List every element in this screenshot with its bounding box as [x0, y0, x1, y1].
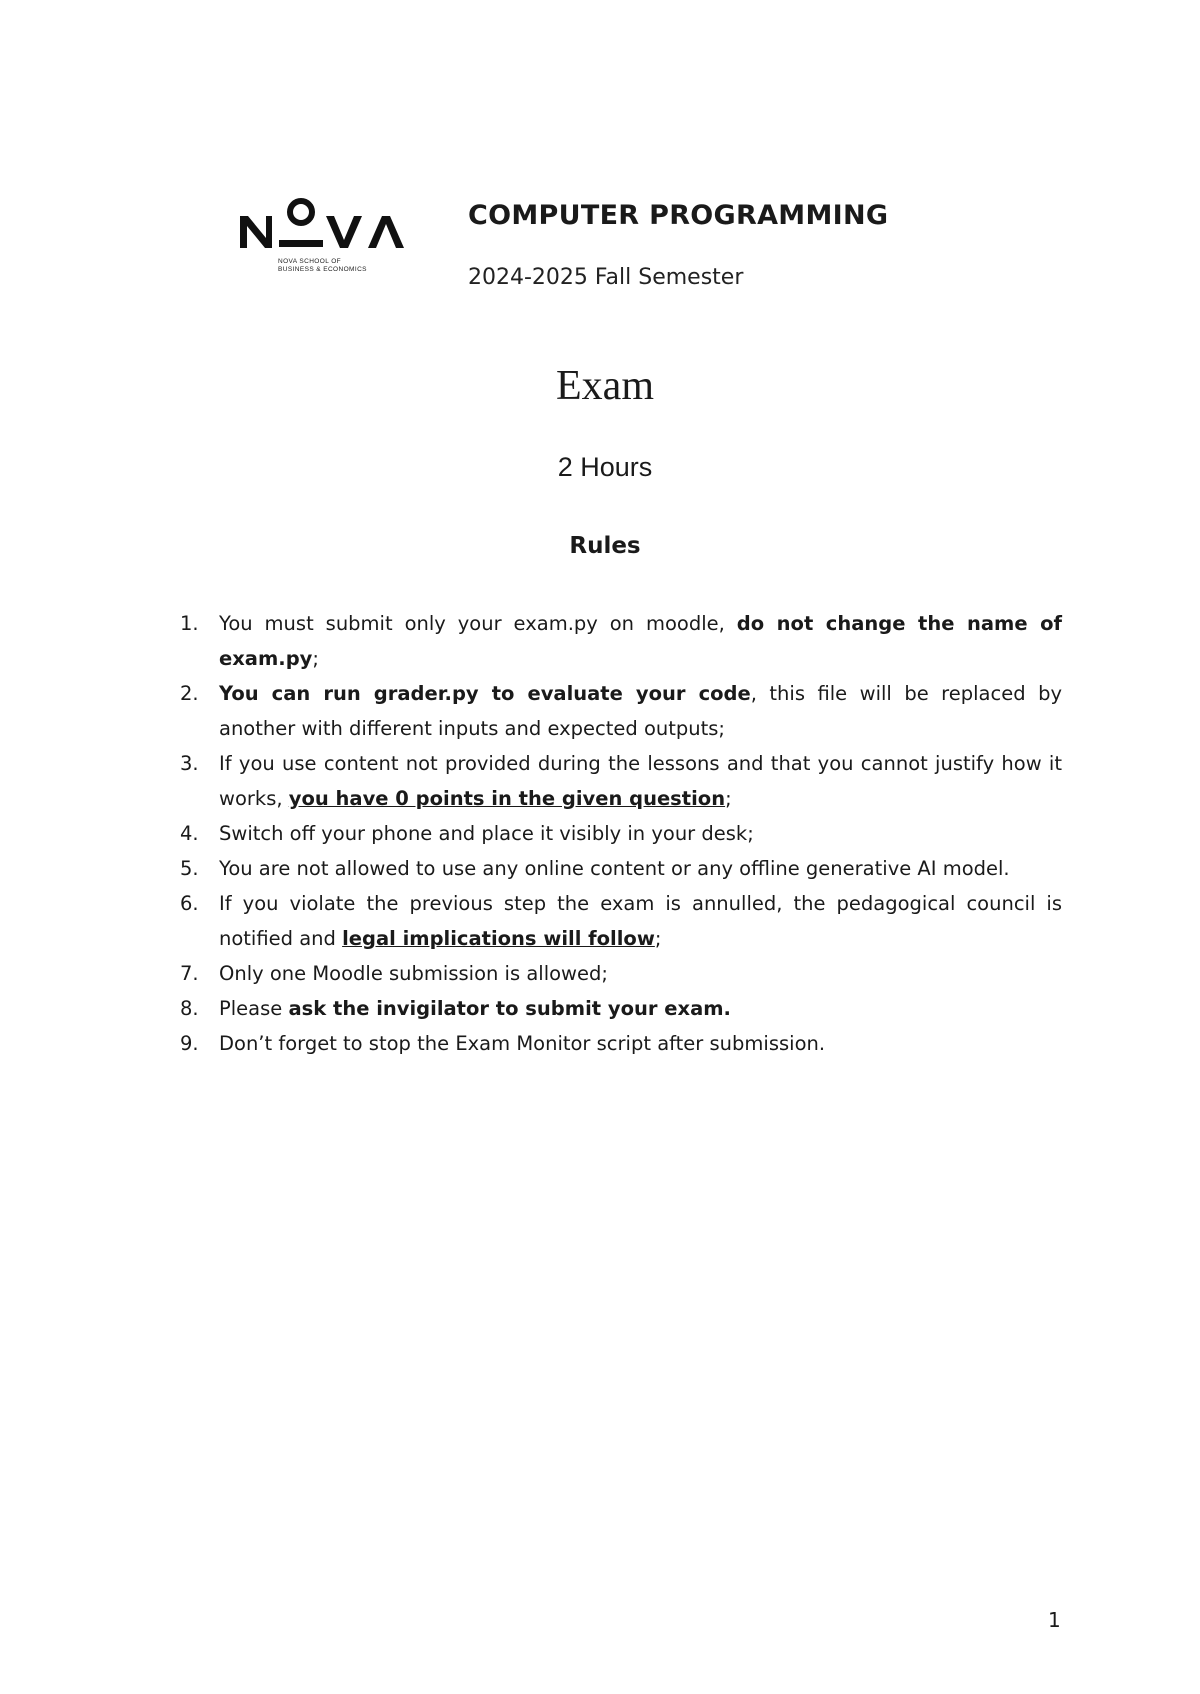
rule-text: , this file will be replaced by another with different inputs and expected outputs; — [219, 682, 1062, 740]
page-number: 1 — [1048, 1608, 1061, 1632]
rule-text: You can run grader.py to evaluate your code — [219, 682, 751, 705]
rule-text: ask the invigilator to submit your exam. — [288, 997, 731, 1020]
rule-text: ; — [725, 787, 732, 810]
rule-item — [180, 816, 1062, 851]
rule-item — [180, 851, 1062, 886]
rule-text: Don’t forget to stop the Exam Monitor script after submission. — [219, 1032, 826, 1055]
nova-logo-mark — [238, 196, 408, 256]
semester: 2024-2025 Fall Semester — [468, 265, 744, 290]
rule-number: 7. — [180, 962, 199, 985]
logo-subtitle — [278, 258, 367, 274]
rule-number: 2. — [180, 682, 199, 705]
rule-text: Switch off your phone and place it visibly in your desk; — [219, 822, 754, 845]
course-title: COMPUTER PROGRAMMING — [468, 200, 889, 231]
rule-text: you have 0 points in the given question — [288, 787, 726, 810]
rule-item — [180, 606, 1062, 676]
rule-item — [180, 886, 1062, 956]
rule-item — [180, 991, 1062, 1026]
rules-heading: Rules — [569, 533, 641, 559]
rule-number: 3. — [180, 752, 199, 775]
rule-text: Only one Moodle submission is allowed; — [219, 962, 608, 985]
rule-number: 8. — [180, 997, 199, 1020]
rule-number: 4. — [180, 822, 199, 845]
rule-item — [180, 956, 1062, 991]
rule-number: 6. — [180, 892, 199, 915]
rule-text: Please — [219, 997, 289, 1020]
rule-item — [180, 746, 1062, 816]
exam-duration: 2 Hours — [557, 452, 653, 482]
rule-number: 1. — [180, 612, 199, 635]
rule-text: You are not allowed to use any online content or any offline generative AI model. — [219, 857, 1010, 880]
rule-item — [180, 676, 1062, 746]
document-title: Exam — [556, 363, 654, 409]
rule-number: 9. — [180, 1032, 199, 1055]
nova-logo — [238, 196, 408, 286]
logo-subtitle-line1: NOVA SCHOOL OF — [278, 258, 342, 265]
rule-number: 5. — [180, 857, 199, 880]
rule-text: ; — [654, 927, 662, 950]
rule-text: If you violate the previous step the exam is annulled, the pedagogical council is notified and — [219, 892, 1062, 950]
rule-text: legal implications will follow — [342, 927, 655, 950]
rule-item — [180, 1026, 1062, 1061]
rule-text: If you use content not provided during the lessons and that you cannot justify how it works, — [219, 752, 1062, 810]
logo-subtitle-line2: BUSINESS & ECONOMICS — [278, 266, 367, 273]
rules-list — [180, 606, 1062, 1061]
rule-text: You must submit only your exam.py on moodle, — [219, 612, 737, 635]
rule-text: do not change the name of exam.py — [219, 612, 1062, 670]
rule-text: ; — [312, 647, 319, 670]
